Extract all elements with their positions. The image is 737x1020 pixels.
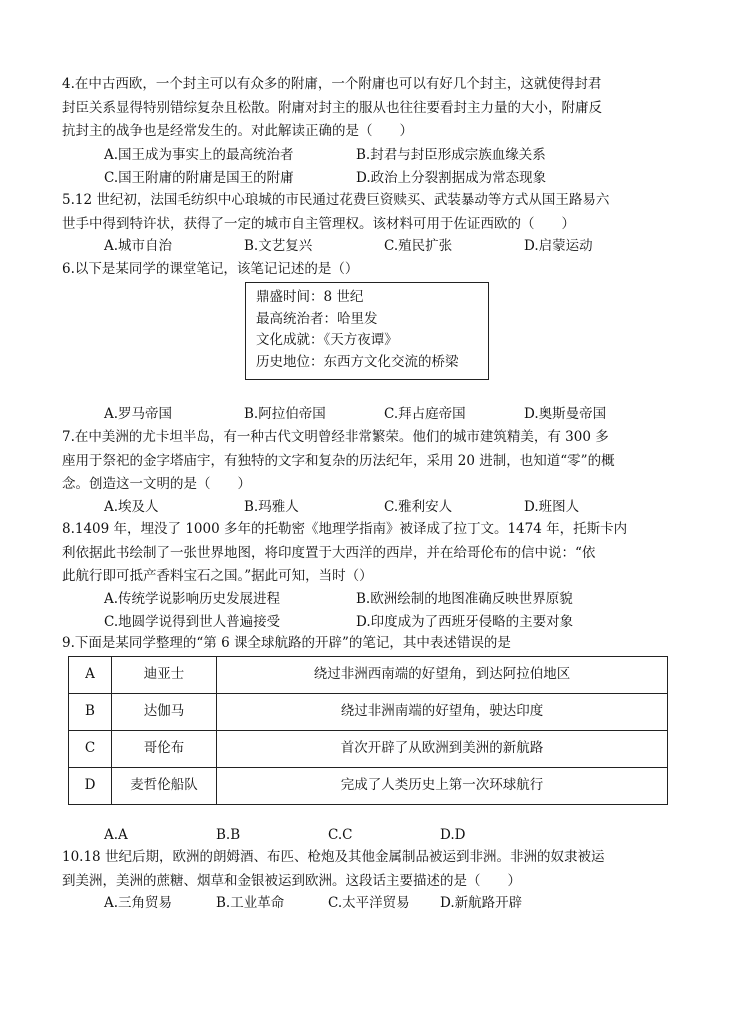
q9-row-b-letter: B bbox=[69, 694, 112, 731]
q6-note-3: 文化成就：《天方夜谭》 bbox=[256, 332, 398, 349]
q6-option-b: B.阿拉伯帝国 bbox=[244, 406, 326, 422]
q7-option-b: B.玛雅人 bbox=[244, 499, 299, 515]
q9-row-a-desc: 绕过非洲西南端的好望角，到达阿拉伯地区 bbox=[217, 657, 668, 694]
q4-option-b: B.封君与封臣形成宗族血缘关系 bbox=[356, 147, 546, 163]
q9-option-c: C.C bbox=[328, 827, 353, 843]
question-6-stem: 6.以下是某同学的课堂笔记，该笔记记述的是（） bbox=[62, 261, 359, 277]
q7-option-c: C.雅利安人 bbox=[384, 499, 453, 515]
q6-note-4: 历史地位：东西方文化交流的桥梁 bbox=[256, 353, 459, 370]
q6-option-d: D.奥斯曼帝国 bbox=[524, 406, 607, 422]
table-row bbox=[69, 657, 668, 694]
q9-row-c-desc: 首次开辟了从欧洲到美洲的新航路 bbox=[217, 731, 668, 768]
q10-option-d: D.新航路开辟 bbox=[440, 895, 523, 911]
q6-notes-box bbox=[245, 282, 489, 380]
q9-option-a: A.A bbox=[104, 827, 128, 843]
q4-line-3: 抗封主的战争也是经常发生的。对此解读正确的是（ ） bbox=[62, 123, 413, 140]
question-5 bbox=[62, 190, 672, 235]
q9-row-d-letter: D bbox=[69, 768, 112, 805]
q5-option-a: A.城市自治 bbox=[104, 238, 173, 254]
q9-option-d: D.D bbox=[440, 827, 466, 843]
q9-row-d-name: 麦哲伦船队 bbox=[112, 768, 217, 805]
q9-row-d-desc: 完成了人类历史上第一次环球航行 bbox=[217, 768, 668, 805]
question-4 bbox=[62, 74, 672, 143]
q5-option-b: B.文艺复兴 bbox=[244, 238, 313, 254]
q9-row-b-name: 达伽马 bbox=[112, 694, 217, 731]
q6-note-1: 鼎盛时间：8 世纪 bbox=[256, 289, 364, 305]
q8-option-b: B.欧洲绘制的地图准确反映世界原貌 bbox=[356, 591, 573, 607]
q10-option-c: C.太平洋贸易 bbox=[328, 895, 410, 911]
q7-option-d: D.班图人 bbox=[524, 499, 580, 515]
q8-option-c: C.地圆学说得到世人普遍接受 bbox=[104, 614, 281, 630]
q9-row-c-letter: C bbox=[69, 731, 112, 768]
q9-table bbox=[68, 656, 668, 805]
q6-note-2: 最高统治者：哈里发 bbox=[256, 310, 378, 327]
question-9-stem: 9.下面是某同学整理的“第 6 课全球航路的开辟”的笔记，其中表述错误的是 bbox=[62, 635, 511, 651]
q9-option-b: B.B bbox=[216, 827, 241, 843]
q10-line-2: 到美洲，美洲的蔗糖、烟草和金银被运到欧洲。这段话主要描述的是（ ） bbox=[62, 872, 521, 889]
q4-line-1: 4.在中古西欧，一个封主可以有众多的附庸，一个附庸也可以有好几个封主，这就使得封君 bbox=[62, 76, 602, 92]
q5-line-1: 5.12 世纪初，法国毛纺织中心琅城的市民通过花费巨资赎买、武装暴动等方式从国王路易六 bbox=[62, 192, 610, 208]
question-8 bbox=[62, 519, 672, 588]
q4-option-a: A.国王成为事实上的最高统治者 bbox=[104, 147, 294, 163]
q10-option-b: B.工业革命 bbox=[216, 895, 285, 911]
q9-row-a-letter: A bbox=[69, 657, 112, 694]
q9-row-c-name: 哥伦布 bbox=[112, 731, 217, 768]
q10-line-1: 10.18 世纪后期，欧洲的朗姆酒、布匹、枪炮及其他金属制品被运到非洲。非洲的奴隶被运 bbox=[62, 849, 605, 865]
question-7 bbox=[62, 427, 672, 496]
table-row bbox=[69, 694, 668, 731]
q5-line-2: 世手中得到特许状，获得了一定的城市自主管理权。该材料可用于佐证西欧的（ ） bbox=[62, 215, 575, 232]
q4-option-c: C.国王附庸的附庸是国王的附庸 bbox=[104, 170, 294, 186]
q7-line-2: 座用于祭祀的金字塔庙宇，有独特的文字和复杂的历法纪年，采用 20 进制，也知道“零”的概 bbox=[62, 452, 615, 469]
q9-row-b-desc: 绕过非洲南端的好望角，驶达印度 bbox=[217, 694, 668, 731]
q5-option-d: D.启蒙运动 bbox=[524, 238, 593, 254]
q7-line-3: 念。创造这一文明的是（ ） bbox=[62, 476, 251, 493]
q10-option-a: A.三角贸易 bbox=[104, 895, 173, 911]
q8-option-d: D.印度成为了西班牙侵略的主要对象 bbox=[356, 614, 574, 630]
q6-option-c: C.拜占庭帝国 bbox=[384, 406, 466, 422]
q4-line-2: 封臣关系显得特别错综复杂且松散。附庸对封主的服从也往往要看封主力量的大小，附庸反 bbox=[62, 99, 602, 116]
table-row bbox=[69, 768, 668, 805]
q9-row-a-name: 迪亚士 bbox=[112, 657, 217, 694]
q6-option-a: A.罗马帝国 bbox=[104, 406, 173, 422]
q4-option-d: D.政治上分裂割据成为常态现象 bbox=[356, 170, 547, 186]
table-row bbox=[69, 731, 668, 768]
q7-line-1: 7.在中美洲的尤卡坦半岛，有一种古代文明曾经非常繁荣。他们的城市建筑精美，有 300 多 bbox=[62, 429, 609, 445]
q5-option-c: C.殖民扩张 bbox=[384, 238, 453, 254]
q8-line-1: 8.1409 年，埋没了 1000 多年的托勒密《地理学指南》被译成了拉丁文。1474 年，托斯卡内 bbox=[62, 521, 628, 537]
q8-line-3: 此航行即可抵产香料宝石之国。”据此可知，当时（） bbox=[62, 568, 373, 585]
q8-line-2: 利依据此书绘制了一张世界地图，将印度置于大西洋的西岸，并在给哥伦布的信中说：“依 bbox=[62, 544, 596, 561]
question-10 bbox=[62, 847, 672, 892]
q7-option-a: A.埃及人 bbox=[104, 499, 159, 515]
q8-option-a: A.传统学说影响历史发展进程 bbox=[104, 591, 281, 607]
